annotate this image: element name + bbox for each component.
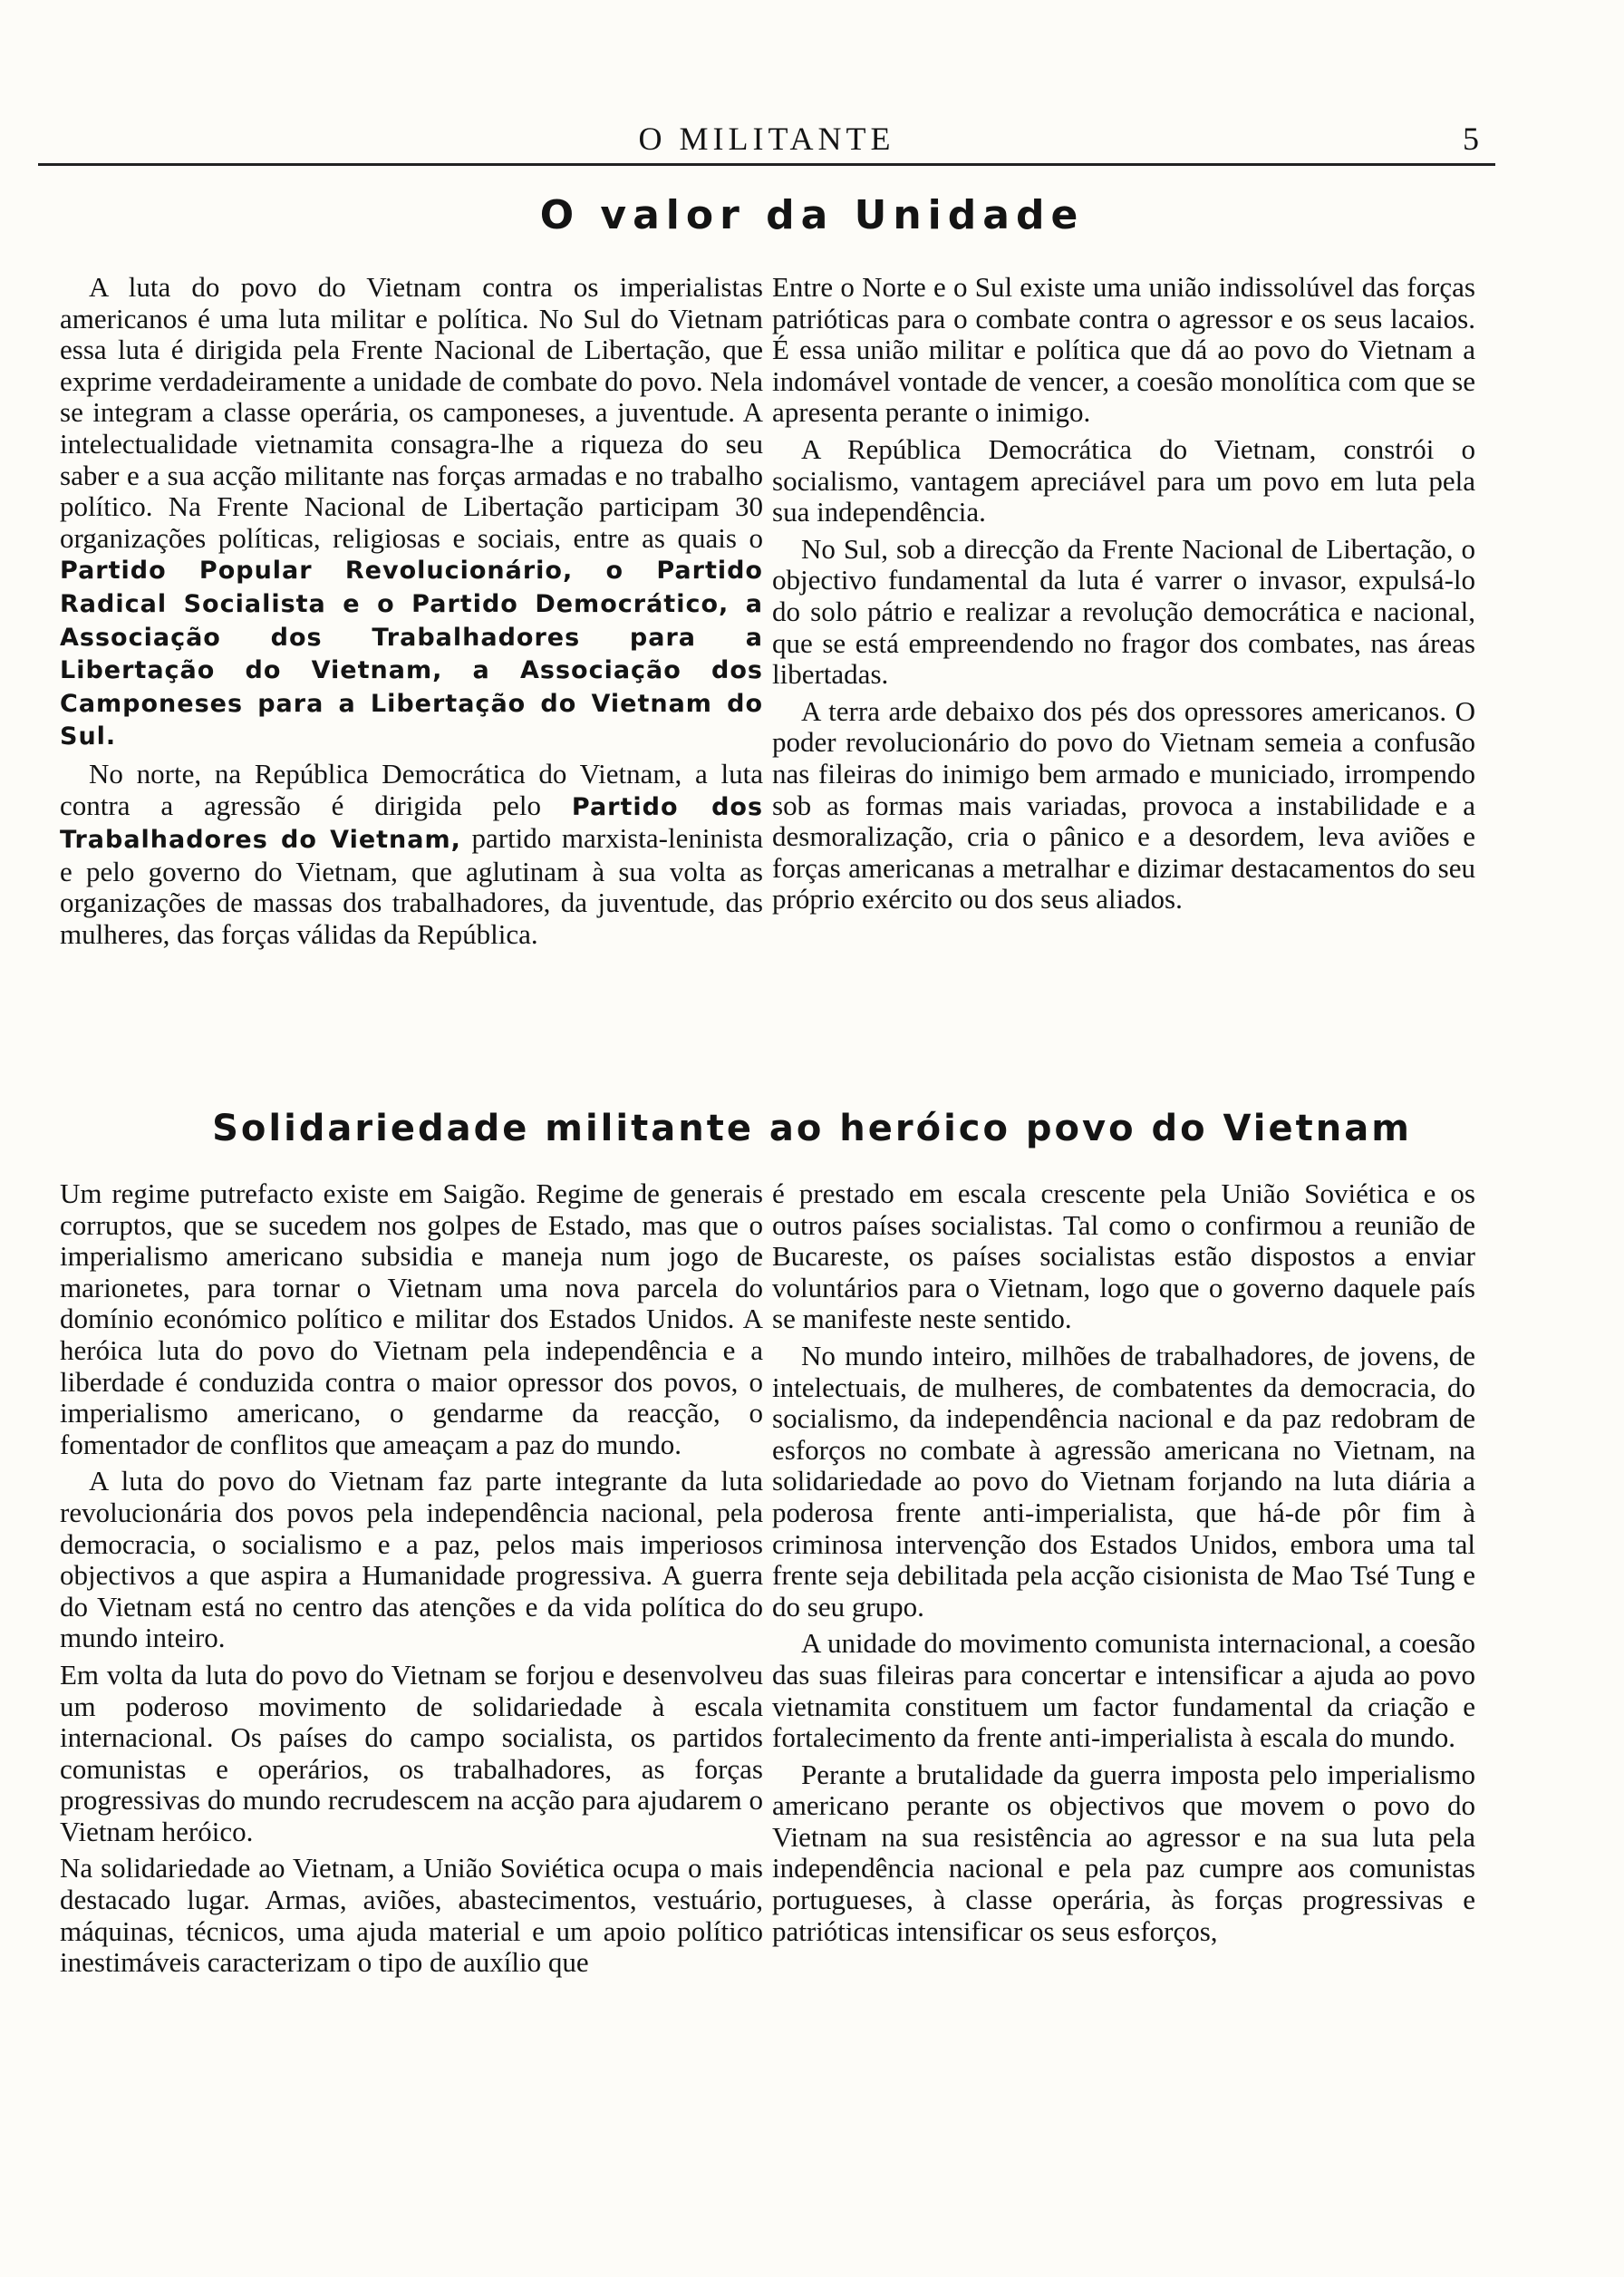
paragraph: A luta do povo do Vietnam faz parte integrante da luta revolucionária dos povos pela independência nacional, pela democracia, o socialismo e a paz, pelos mais imperiosos objectivos a que aspira a Humanidade progressiva. A guerra do Vietnam está no centro das atenções e da vida política do mundo inteiro. (60, 1465, 763, 1654)
article2-left-column (60, 1178, 763, 1984)
article1-left-column (60, 272, 763, 955)
paragraph: A terra arde debaixo dos pés dos opressores americanos. O poder revolucionário do povo do Vietnam semeia a confusão nas fileiras do inimigo bem armado e municiado, irrompendo sob as formas mais variadas, provoca a instabilidade e a desmoralização, cria o pânico e a desordem, leva aviões e forças americanas a metralhar e dizimar destacamentos do seu próprio exército ou dos seus aliados. (772, 694, 1475, 916)
paragraph: Entre o Norte e o Sul existe uma união indissolúvel das forças patrióticas para o combate contra o agressor e os seus lacaios. É essa união militar e política que dá ao povo do Vietnam a indomável vontade de vencer, a coesão monolítica com que se apresenta perante o inimigo. (772, 271, 1475, 429)
paragraph: Em volta da luta do povo do Vietnam se forjou e desenvolveu um poderoso movimento de solidariedade à escala internacional. Os países do campo socialista, os partidos comunistas e operários, os trabalhadores, as forças progressivas do mundo recrudescem na acção para ajudarem o Vietnam heróico. (60, 1658, 763, 1847)
running-title: O MILITANTE (638, 121, 895, 157)
page-number: 5 (1463, 121, 1479, 157)
article-title-solidarity: Solidariedade militante ao heróico povo do Vietnam (212, 1108, 1412, 1149)
paragraph (60, 272, 763, 753)
article2-right-column (772, 1178, 1475, 1952)
paragraph-text: A luta do povo do Vietnam contra os imperialistas americanos é uma luta militar e política. No Sul do Vietnam essa luta é dirigida pela Frente Nacional de Libertação, que exprime verdadeiramente a unidade de combate do povo. Nela se integram a classe operária, os camponeses, a juventude. A intelectualidade vietnamita consagra-lhe a riqueza do seu saber e a sua acção militante nas forças armadas e no trabalho político. Na Frente Nacional de Libertação participam 30 organizações políticas, religiosas e sociais, entre as quais o (60, 271, 763, 554)
paragraph: No Sul, sob a direcção da Frente Nacional de Libertação, o objectivo fundamental da luta é varrer o invasor, expulsá-lo do solo pátrio e realizar a revolução democrática e nacional, que se está empreendendo no fragor dos combates, nas áreas libertadas. (772, 532, 1475, 691)
party-name: Partido dos Trabalhadores do Vietnam, (60, 792, 764, 855)
paragraph-text: No norte, na República Democrática do Vietnam, a luta contra a agressão é dirigida pelo (60, 757, 763, 821)
paragraph: A unidade do movimento comunista internacional, a coesão das suas fileiras para concertar e intensificar a ajuda ao povo vietnamita constituem um factor fundamental da criação e fortalecimento da frente anti-imperialista à escala do mundo. (772, 1627, 1475, 1754)
page-header (38, 120, 1495, 167)
paragraph: Um regime putrefacto existe em Saigão. Regime de generais corruptos, que se sucedem nos golpes de Estado, mas que o imperialismo americano subsidia e maneja num jogo de marionetes, para tornar o Vietnam uma nova parcela do domínio económico político e militar dos Estados Unidos. A heróica luta do povo do Vietnam pela independência e a liberdade é conduzida contra o maior opressor dos povos, o imperialismo americano, o gendarme da reacção, o fomentador de conflitos que ameaçam a paz do mundo. (60, 1177, 763, 1460)
article1-right-column (772, 272, 1475, 921)
paragraph-text: partido marxista-leninista e pelo governo do Vietnam, que aglutinam à sua volta as organizações de massas dos trabalhadores, da juventude, das mulheres, das forças válidas da República. (60, 822, 763, 950)
paragraph: No mundo inteiro, milhões de trabalhadores, de jovens, de intelectuais, de mulheres, de combatentes da democracia, do socialismo, da independência nacional e da paz redobram de esforços no combate à agressão americana no Vietnam, na solidariedade ao povo do Vietnam forjando na luta diária a poderosa frente anti-imperialista, que há-de pôr fim à criminosa intervenção dos Estados Unidos, embora uma tal frente seja debilitada pela acção cisionista de Mao Tsé Tung e do seu grupo. (772, 1339, 1475, 1623)
paragraph: A República Democrática do Vietnam, constrói o socialismo, vantagem apreciável para um povo em luta pela sua independência. (772, 432, 1475, 528)
paragraph (60, 759, 763, 951)
article-title-unity: O valor da Unidade (539, 192, 1085, 238)
organization-names: Partido Popular Revolucionário, o Partido Radical Socialista e o Partido Democrático, a Associação dos Trabalhadores para a Libertação do Vietnam, a Associação dos Camponeses para a Libertação do Vietnam do Sul. (60, 557, 763, 751)
paragraph: Perante a brutalidade da guerra imposta pelo imperialismo americano perante os objectivos que movem o povo do Vietnam na sua resistência ao agressor e na sua luta pela independência nacional e pela paz cumpre aos comunistas portugueses, à classe operária, às forças progressivas e patrióticas intensificar os seus esforços, (772, 1758, 1475, 1947)
header-rule (38, 163, 1495, 166)
paragraph: é prestado em escala crescente pela União Soviética e os outros países socialistas. Tal como o confirmou a reunião de Bucareste, os países socialistas estão dispostos a enviar voluntários para o Vietnam, logo que o governo daquele país se manifeste neste sentido. (772, 1177, 1475, 1335)
paragraph: Na solidariedade ao Vietnam, a União Soviética ocupa o mais destacado lugar. Armas, aviões, abastecimentos, vestuário, máquinas, técnicos, uma ajuda material e um apoio político inestimáveis caracterizam o tipo de auxílio que (60, 1852, 763, 1979)
